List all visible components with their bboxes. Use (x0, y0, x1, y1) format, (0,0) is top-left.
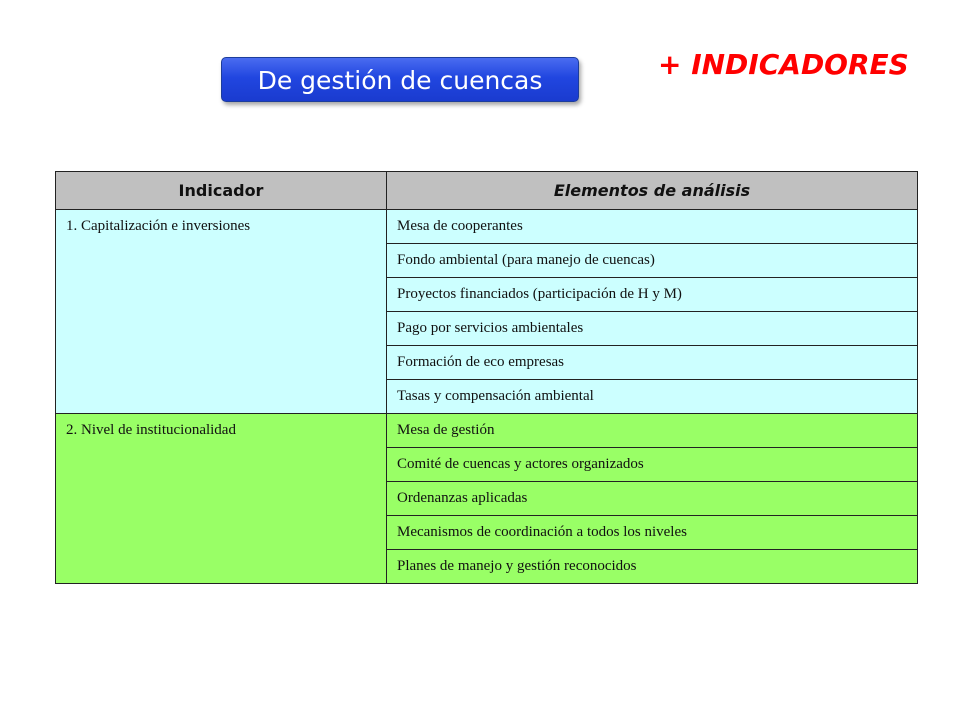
element-cell: Tasas y compensación ambiental (387, 380, 918, 414)
element-cell: Formación de eco empresas (387, 346, 918, 380)
indicator-cell-capitalizacion: 1. Capitalización e inversiones (56, 210, 387, 414)
indicator-cell-institucionalidad: 2. Nivel de institucionalidad (56, 414, 387, 584)
table-header-row (56, 172, 918, 210)
element-cell: Planes de manejo y gestión reconocidos (387, 550, 918, 584)
section-badge: De gestión de cuencas (221, 57, 579, 102)
element-cell: Comité de cuencas y actores organizados (387, 448, 918, 482)
element-cell: Mesa de cooperantes (387, 210, 918, 244)
table-row (56, 210, 918, 244)
element-cell: Fondo ambiental (para manejo de cuencas) (387, 244, 918, 278)
indicators-table (55, 171, 918, 584)
element-cell: Pago por servicios ambientales (387, 312, 918, 346)
header-elements: Elementos de análisis (387, 172, 918, 210)
header-indicator: Indicador (56, 172, 387, 210)
element-cell: Mecanismos de coordinación a todos los niveles (387, 516, 918, 550)
element-cell: Proyectos financiados (participación de H y M) (387, 278, 918, 312)
table-row (56, 414, 918, 448)
element-cell: Mesa de gestión (387, 414, 918, 448)
element-cell: Ordenanzas aplicadas (387, 482, 918, 516)
page-headline: + INDICADORES (658, 48, 909, 81)
